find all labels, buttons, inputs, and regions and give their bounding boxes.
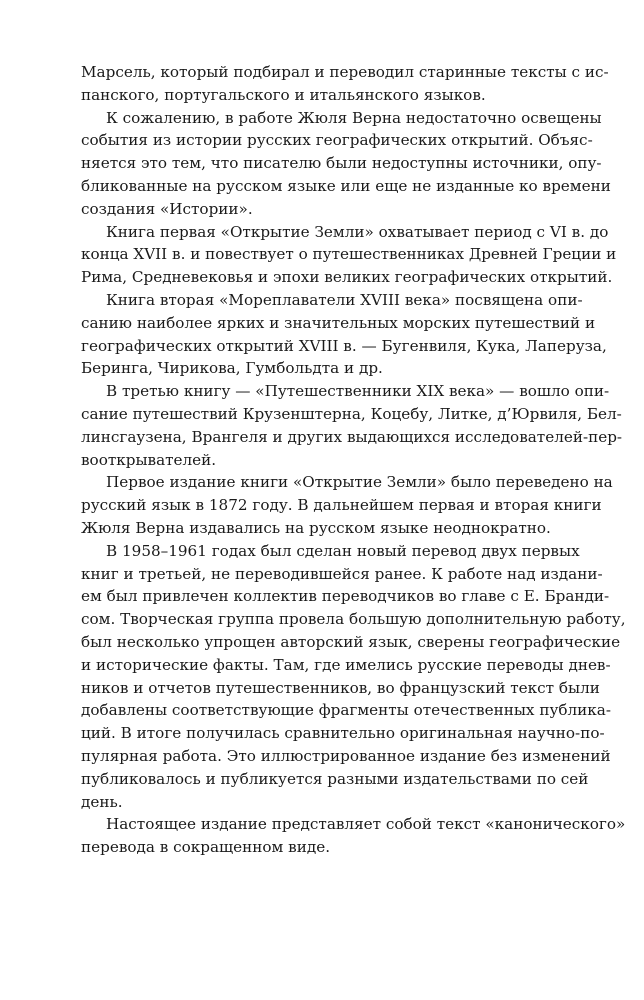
text-line: публиковалось и публикуется разными издательствами по сей [81,769,589,788]
text-line: день. [81,792,123,811]
text-line: сание путешествий Крузенштерна, Коцебу, Литке, д’Юрвиля, Бел- [81,404,622,423]
paragraph [81,540,626,814]
text-line: географических открытий XVIII в. — Бугенвиля, Кука, Лаперуза, [81,336,607,355]
text-line: конца XVII в. и повествует о путешественниках Древней Греции и [81,245,617,264]
paragraph [81,813,626,859]
text-line: был несколько упрощен авторский язык, сверены географические [81,632,621,651]
text-line: Настоящее издание представляет собой текст «канонического» [106,815,626,834]
paragraph [81,61,609,107]
page-text [81,61,626,859]
text-line: Марсель, который подбирал и переводил старинные тексты с ис- [81,63,609,81]
text-line: пулярная работа. Это иллюстрированное издание без изменений [81,746,611,765]
text-line: ем был привлечен коллектив переводчиков во главе с Е. Бранди- [81,587,610,606]
text-line: русский язык в 1872 году. В дальнейшем первая и вторая книги [81,496,602,515]
text-line: бликованные на русском языке или еще не изданные ко времени [81,176,611,195]
paragraph [81,289,607,380]
paragraph [81,107,611,221]
text-line: добавлены соответствующие фрагменты отечественных публика- [81,701,611,720]
text-line: К сожалению, в работе Жюля Верна недостаточно освещены [106,108,602,127]
text-line: и исторические факты. Там, где имелись русские переводы днев- [81,655,611,674]
text-line: перевода в сокращенном виде. [81,838,331,857]
text-line: события из истории русских географических открытий. Объяс- [81,131,593,150]
text-line: линсгаузена, Врангеля и других выдающихся исследователей-пер- [81,427,623,446]
text-line: В 1958–1961 годах был сделан новый перевод двух первых [106,541,580,560]
text-line: Рима, Средневековья и эпохи великих географических открытий. [81,268,613,287]
text-line: ций. В итоге получилась сравнительно оригинальная научно-по- [81,724,605,743]
text-line: Жюля Верна издавались на русском языке неоднократно. [81,518,551,537]
paragraph [81,221,617,289]
text-line: Книга первая «Открытие Земли» охватывает период с VI в. до [106,222,609,241]
text-line: сом. Творческая группа провела большую дополнительную работу, [81,610,626,629]
text-line: Первое издание книги «Открытие Земли» было переведено на [106,473,613,492]
text-line: книг и третьей, не переводившейся ранее. К работе над издани- [81,564,603,583]
text-line: няется это тем, что писателю были недоступны источники, опу- [81,154,602,173]
text-line: санию наиболее ярких и значительных морских путешествий и [81,313,596,332]
paragraph [81,471,613,539]
text-line: панского, португальского и итальянского языков. [81,85,486,104]
text-line: ников и отчетов путешественников, во французский текст были [81,678,600,697]
text-line: Книга вторая «Мореплаватели XVIII века» посвящена опи- [106,290,583,309]
text-line: Беринга, Чирикова, Гумбольдта и др. [81,359,383,378]
text-line: В третью книгу — «Путешественники XIX века» — вошло опи- [106,382,610,401]
text-line: вооткрывателей. [81,450,217,469]
paragraph [81,380,623,471]
text-line: создания «Истории». [81,199,253,218]
